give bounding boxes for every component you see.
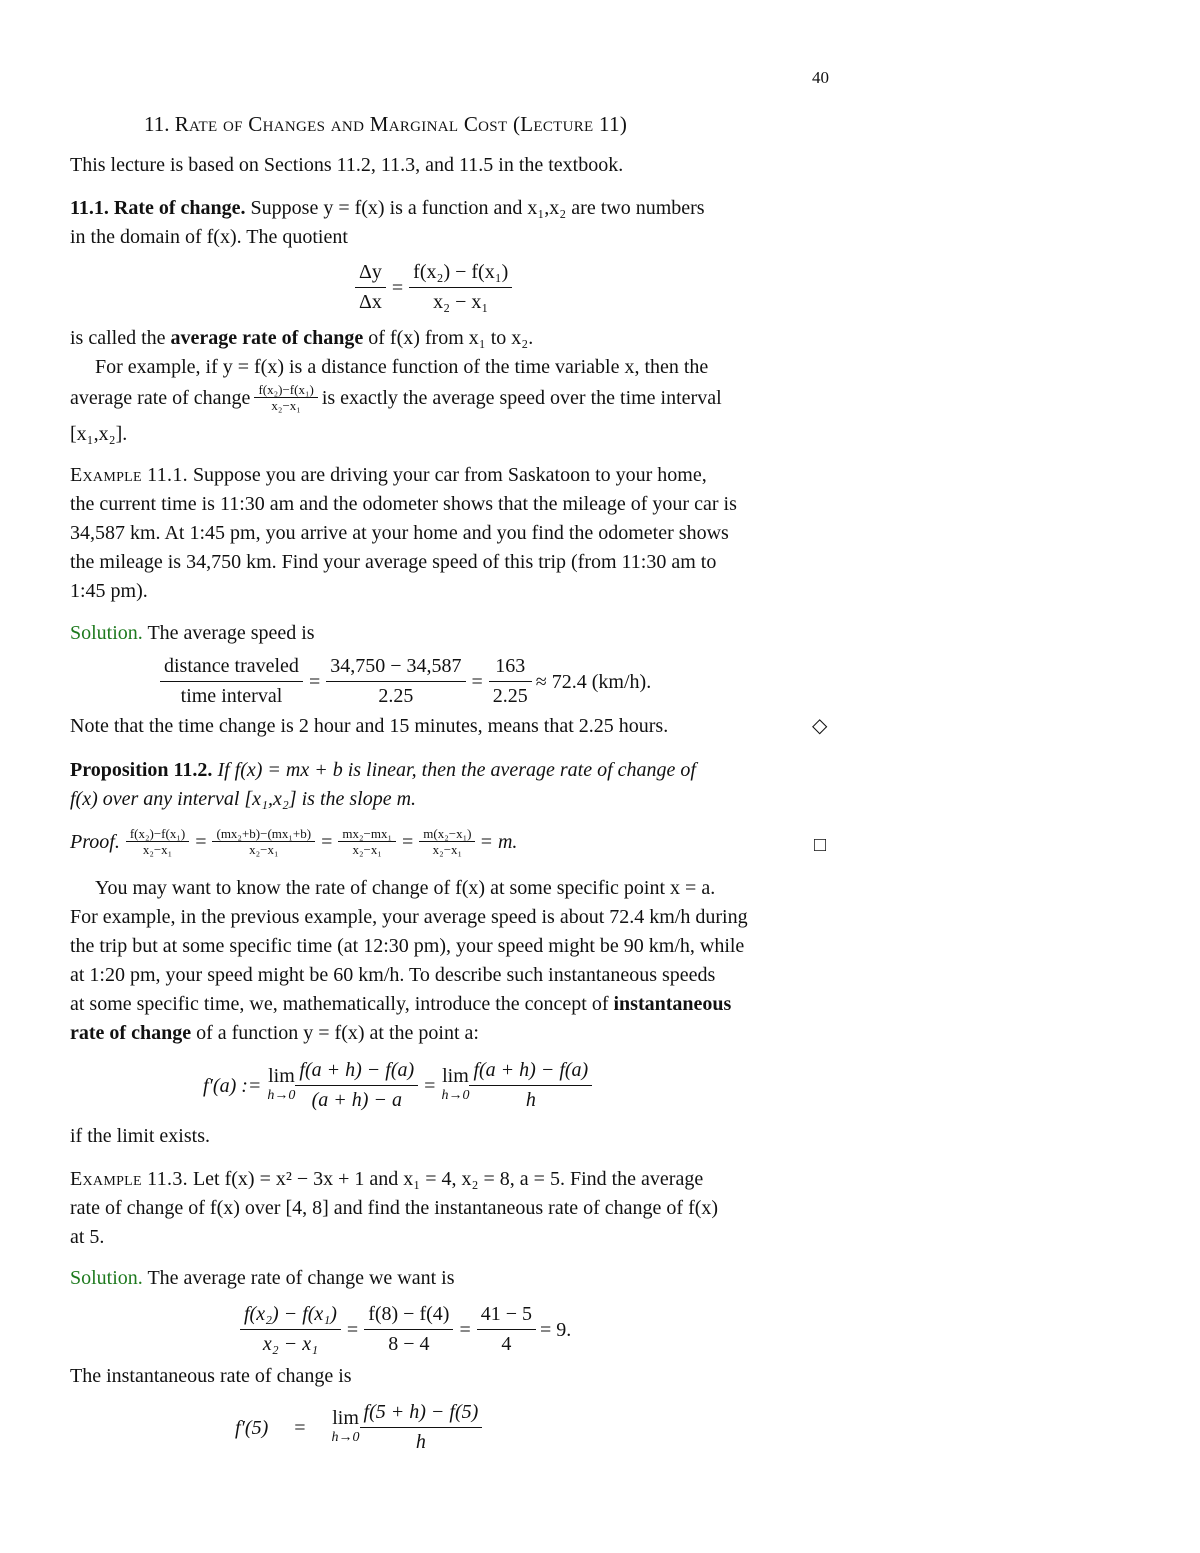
fraction-denominator: x₂−x₁ [352, 842, 382, 857]
fraction-numerator: f(8) − f(4) [364, 1300, 453, 1330]
fraction-numerator: f(a + h) − f(a) [469, 1056, 592, 1086]
instantaneous-line4: at 1:20 pm, your speed might be 60 km/h. To describe such instantaneous speeds [70, 964, 716, 986]
text-span: Let f(x) = x² − 3x + 1 and x₁ = 4, x₂ = 8, a = 5. Find the average [192, 1168, 704, 1190]
section-heading [144, 110, 627, 138]
instantaneous-line5 [70, 990, 731, 1018]
example-paragraph-line2 [70, 382, 722, 413]
fraction-numerator: f(x₂) − f(x₁) [240, 1300, 341, 1330]
term-average-rate: average rate of change [170, 327, 364, 349]
instantaneous-rate-equation [235, 1398, 482, 1457]
subsection-text: Suppose y = f(x) is a function and x₁,x₂ are two numbers [250, 197, 705, 219]
fraction-denominator: x₂ − x₁ [433, 291, 489, 313]
proof-result: = m. [479, 830, 518, 853]
delta-fraction [355, 258, 386, 317]
proof-label: Proof. [70, 830, 120, 853]
solution-label: Solution. [70, 622, 143, 644]
fraction-numerator: distance traveled [160, 652, 303, 682]
equals-sign: = [294, 1416, 306, 1439]
derivative-at-5: f′(5) [235, 1416, 269, 1439]
fraction-denominator: 2.25 [492, 685, 528, 707]
derivative-fraction-1 [295, 1056, 418, 1115]
example-paragraph-line1: For example, if y = f(x) is a distance function of the time variable x, then the [95, 356, 709, 378]
text-span: The average speed is [147, 622, 315, 644]
instantaneous-line3: the trip but at some specific time (at 12:30 pm), your speed might be 90 km/h, while [70, 935, 745, 957]
fraction-numerator: Δy [355, 258, 386, 288]
instantaneous-line2: For example, in the previous example, your average speed is about 72.4 km/h during [70, 906, 748, 928]
example-11-1-line3: 34,587 km. At 1:45 pm, you arrive at your home and you find the odometer shows [70, 522, 729, 544]
solution-line [70, 619, 315, 647]
heading-number: 11. [144, 112, 170, 136]
average-rate-definition [70, 324, 533, 352]
limit-operator [332, 1408, 360, 1448]
equation-result: ≈ 72.4 (km/h). [535, 670, 652, 693]
fraction-denominator: time interval [180, 685, 283, 707]
limit-fraction [360, 1398, 483, 1457]
average-speed-equation: $\frac{\text{distance traveled}}{\text{time interval}}$ = $\frac{34,750 - 34,587}{2.25}$ = $\frac{163}{2.25}$ ≈ 72.4 (km/h). [160, 652, 651, 711]
inline-fraction [254, 382, 317, 413]
fraction-denominator: (a + h) − a [311, 1089, 402, 1111]
term-rate-of-change: rate of change [70, 1022, 192, 1044]
time-change-note: Note that the time change is 2 hour and 15 minutes, means that 2.25 hours. [70, 715, 669, 737]
subsection-line2: in the domain of f(x). The quotient [70, 226, 348, 248]
qed-mark: □ [814, 834, 827, 856]
fraction-numerator: f(5 + h) − f(5) [360, 1398, 483, 1428]
proof-fraction-1 [126, 826, 189, 857]
instantaneous-line1: You may want to know the rate of change of f(x) at some specific point x = a. [95, 877, 716, 899]
lim-word: lim [268, 1064, 295, 1087]
text-span: at some specific time, we, mathematically, introduce the concept of [70, 993, 609, 1015]
lim-subscript: h→0 [267, 1087, 296, 1103]
fraction-numerator: f(a + h) − f(a) [295, 1056, 418, 1086]
example-11-3-line2: rate of change of f(x) over [4, 8] and find the instantaneous rate of change of f(x) [70, 1197, 719, 1219]
proposition-line1 [70, 756, 696, 784]
subsection-title: Rate of change. [113, 197, 246, 219]
mileage-fraction [326, 652, 465, 711]
text-span: Suppose you are driving your car from Saskatoon to your home, [192, 464, 707, 486]
instantaneous-rate-line: The instantaneous rate of change is [70, 1365, 352, 1387]
average-rate-equation: $\frac{\text{f(x₂) − f(x₁)}}{\text{x₂ − x₁}}$ = $\frac{f(8) - f(4)}{8 - 4}$ = $\frac{41 - 5}{4}$ = 9. [240, 1300, 571, 1359]
solution-label: Solution. [70, 1267, 143, 1289]
fraction-numerator: f(x₂) − f(x₁) [409, 258, 512, 288]
fraction-denominator: h [415, 1431, 426, 1453]
fraction-denominator: h [525, 1089, 536, 1111]
intro-text: This lecture is based on Sections 11.2, 11.3, and 11.5 in the textbook. [70, 154, 624, 176]
proposition-line2: f(x) over any interval [x₁,x₂] is the slope m. [70, 788, 417, 810]
rate-fraction-1 [240, 1300, 341, 1359]
text-span: is exactly the average speed over the time interval [321, 386, 722, 409]
result-fraction [489, 652, 532, 711]
lim-word: lim [332, 1406, 359, 1429]
end-of-example-mark: ◇ [812, 715, 828, 737]
fraction-numerator: 163 [489, 652, 532, 682]
limit-operator [267, 1066, 295, 1106]
text-span: average rate of change [70, 386, 251, 409]
example-11-1-line4: the mileage is 34,750 km. Find your average speed of this trip (from 11:30 am to [70, 551, 717, 573]
text-span: The average rate of change we want is [147, 1267, 455, 1289]
example-paragraph-line3: [x₁,x₂]. [70, 423, 128, 445]
example-11-3-line3: at 5. [70, 1226, 105, 1248]
heading-title: Rate of Changes and Marginal Cost (Lecture 11) [174, 112, 628, 136]
fraction-numerator: 34,750 − 34,587 [326, 652, 465, 682]
term-instantaneous: instantaneous [613, 993, 732, 1015]
fraction-numerator: (mx₂+b)−(mx₁+b) [212, 826, 315, 842]
subsection-line1 [70, 194, 705, 222]
fraction-denominator: 2.25 [378, 685, 414, 707]
example-label: Example 11.3. [70, 1168, 188, 1190]
fraction-denominator: x₂−x₁ [432, 842, 463, 857]
proof-fraction-4 [419, 826, 475, 857]
text-span: If f(x) = mx + b is linear, then the average rate of change of [217, 759, 696, 781]
fraction-denominator: x₂ − x₁ [262, 1333, 319, 1355]
equation-result: = 9. [540, 1318, 572, 1341]
solution-line [70, 1264, 455, 1292]
difference-quotient-fraction [409, 258, 512, 317]
instantaneous-line6 [70, 1019, 479, 1047]
derivative-definition: f′(a) := lim h→0 $\frac{f(a + h) - f(a)}{(a + h) - a}$ = lim h→0 $\frac{f(a + h) - f(a)}{h}$ [203, 1056, 592, 1115]
fraction-denominator: x₂−x₁ [249, 842, 279, 857]
rate-fraction-3 [477, 1300, 536, 1359]
fraction-numerator: f(x₂)−f(x₁) [126, 826, 189, 842]
proof-fraction-3 [338, 826, 396, 857]
fraction-numerator: mx₂−mx₁ [338, 826, 396, 842]
page-number: 40 [812, 68, 829, 87]
example-11-1-line1 [70, 461, 707, 489]
fraction-numerator: m(x₂−x₁) [419, 826, 475, 842]
example-11-1-line5: 1:45 pm). [70, 580, 148, 602]
limit-operator [441, 1066, 469, 1106]
proposition-label: Proposition 11.2. [70, 759, 213, 781]
lim-subscript: h→0 [331, 1429, 360, 1445]
derivative-lhs: f′(a) := [203, 1074, 262, 1097]
proof-fraction-2 [212, 826, 315, 857]
fraction-numerator: f(x₂)−f(x₁) [254, 382, 317, 398]
rate-fraction-2 [364, 1300, 453, 1359]
fraction-denominator: x₂−x₁ [271, 398, 301, 413]
fraction-denominator: x₂−x₁ [142, 842, 173, 857]
fraction-denominator: 8 − 4 [388, 1333, 430, 1355]
example-11-3-line1 [70, 1165, 703, 1193]
text-span: of a function y = f(x) at the point a: [196, 1022, 479, 1044]
lim-subscript: h→0 [441, 1087, 470, 1103]
limit-exists-line: if the limit exists. [70, 1125, 210, 1147]
subsection-number: 11.1. [70, 197, 109, 219]
proof-line: Proof. $\frac{\text{f(x₂)−f(x₁)}}{\text{x₂−x₁}}$ = $\frac{\text{(mx₂+b)−(mx₁+b)}}{\text{x₂−x₁}}$ = $\frac{\text{mx₂−mx₁}}{\text{x₂−x₁}}$ = $\frac{\text{m(x₂−x₁)}}{\text{x₂−x₁}}$ = m. [70, 826, 518, 857]
lim-word: lim [442, 1064, 469, 1087]
quotient-equation: $\frac{\Delta y}{\Delta x}$ = $\frac{\text{f(x₂) − f(x₁)}}{\text{x₂ − x₁}}$ [355, 258, 512, 317]
example-11-1-line2: the current time is 11:30 am and the odometer shows that the mileage of your car is [70, 493, 737, 515]
example-label: Example 11.1. [70, 464, 188, 486]
text-span: of f(x) from x₁ to x₂. [368, 327, 534, 349]
fraction-denominator: 4 [501, 1333, 512, 1355]
fraction-numerator: 41 − 5 [477, 1300, 536, 1330]
distance-over-time-fraction [160, 652, 303, 711]
derivative-fraction-2 [469, 1056, 592, 1115]
fraction-denominator: Δx [359, 291, 382, 313]
text-span: is called the [70, 327, 166, 349]
